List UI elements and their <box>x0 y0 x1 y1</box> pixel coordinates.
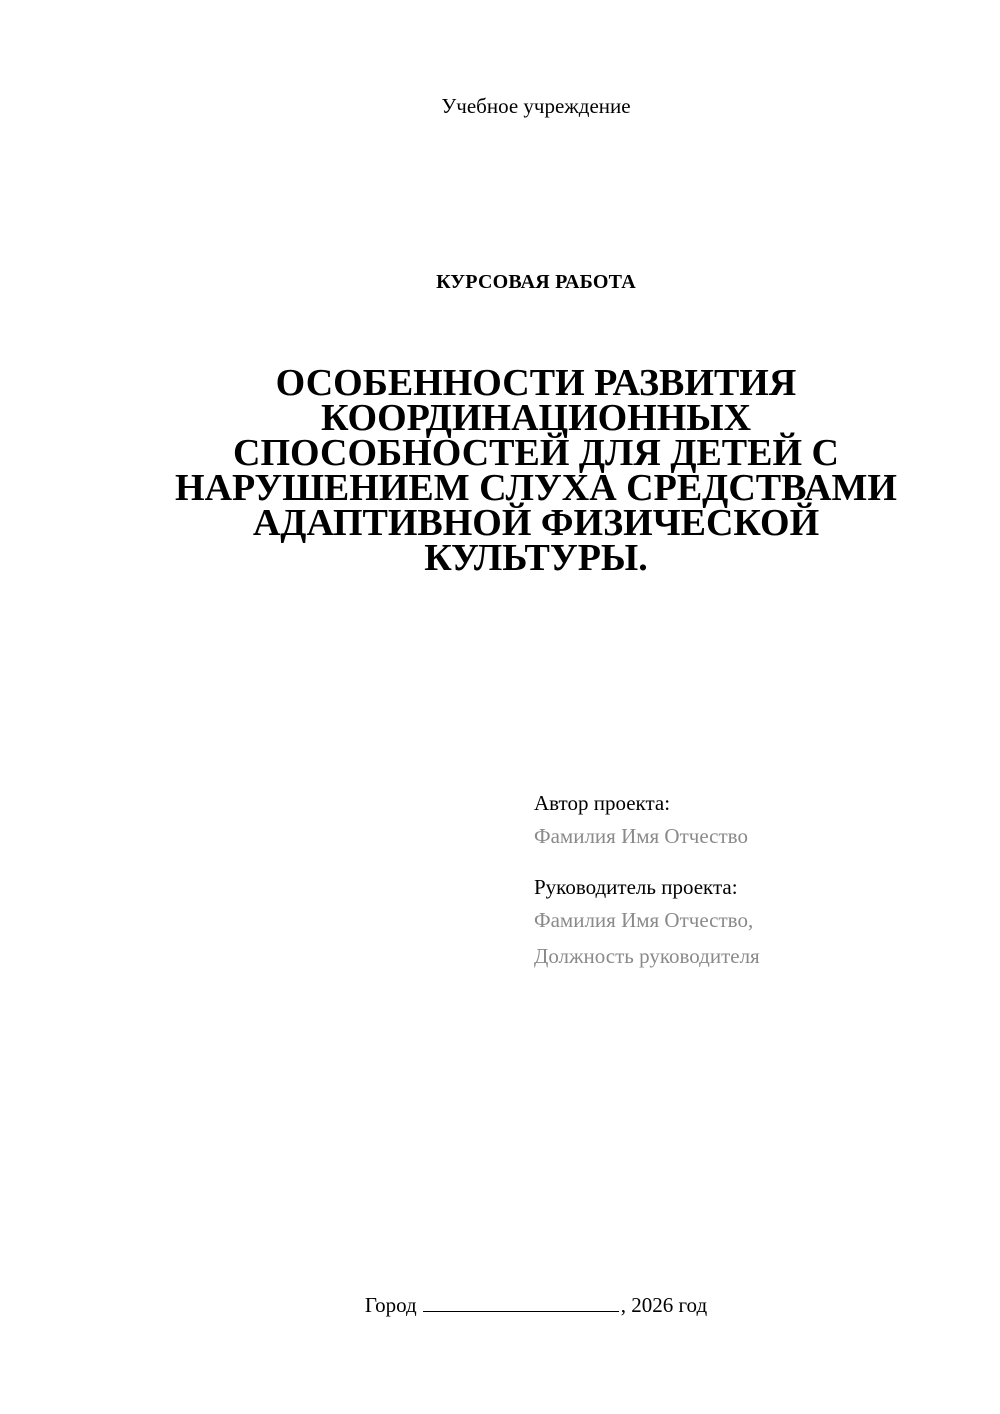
author-name-placeholder: Фамилия Имя Отчество <box>534 824 748 848</box>
spacer <box>534 854 974 872</box>
title-line: СПОСОБНОСТЕЙ ДЛЯ ДЕТЕЙ С <box>233 432 839 474</box>
year-text: , 2026 год <box>620 1293 708 1317</box>
document-title <box>140 362 932 579</box>
title-line: КООРДИНАЦИОННЫХ <box>320 397 752 439</box>
title-line: ОСОБЕННОСТИ РАЗВИТИЯ <box>275 362 797 404</box>
title-line: АДАПТИВНОЙ ФИЗИЧЕСКОЙ <box>252 502 820 544</box>
title-line: КУЛЬТУРЫ. <box>424 537 648 579</box>
title-line: НАРУШЕНИЕМ СЛУХА СРЕДСТВАМИ <box>175 467 897 509</box>
city-year-line <box>0 1290 1000 1320</box>
supervisor-label: Руководитель проекта: <box>534 875 738 899</box>
credits-block <box>534 788 974 974</box>
supervisor-position-placeholder: Должность руководителя <box>534 944 760 968</box>
author-label: Автор проекта: <box>534 791 671 815</box>
supervisor-name-placeholder: Фамилия Имя Отчество, <box>534 908 754 932</box>
document-type: КУРСОВАЯ РАБОТА <box>436 271 636 293</box>
institution-name: Учебное учреждение <box>441 94 631 118</box>
city-blank-line <box>423 1291 619 1312</box>
city-label: Город <box>364 1293 417 1317</box>
